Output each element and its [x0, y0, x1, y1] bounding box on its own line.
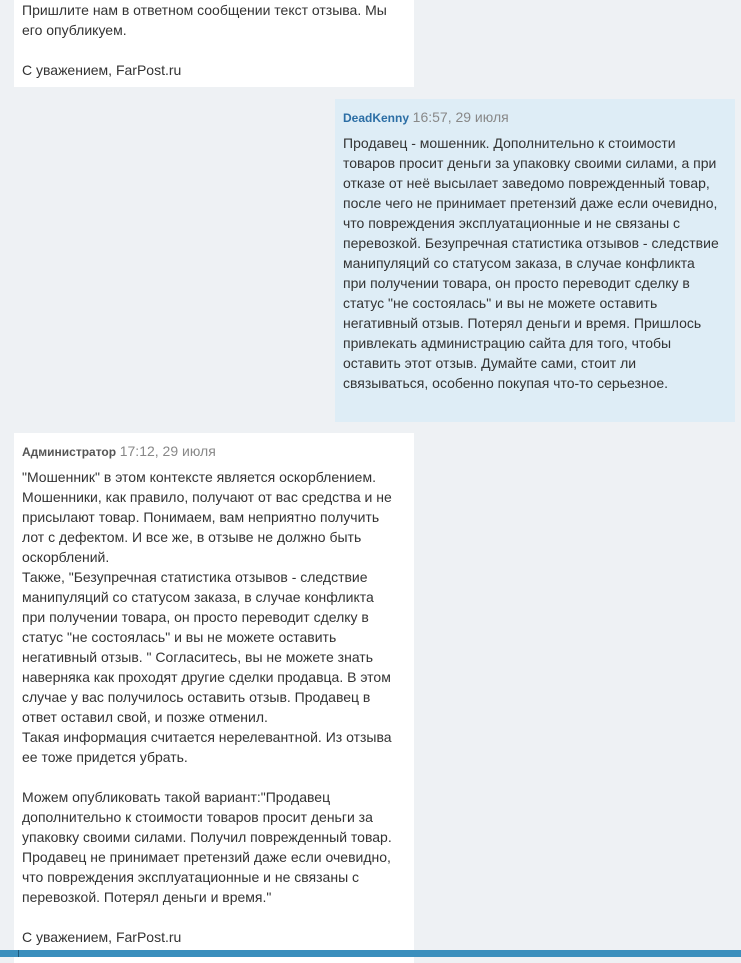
- message-line: статус "не состоялась" и вы не можете оставить: [343, 295, 658, 311]
- message-line: перевозкой. Потерял деньги и время.": [22, 889, 272, 905]
- message-line: оставить этот отзыв. Думайте сами, стоит ли: [343, 355, 637, 371]
- message-line: Такая информация считается нерелевантной. Из отзыва: [22, 729, 392, 745]
- message-line: при получении товара, он просто переводит сделку в: [343, 275, 690, 291]
- message-line: упаковку своими силами. Получил поврежденный товар.: [22, 829, 392, 845]
- message-line: оскорблений.: [22, 549, 110, 565]
- message-line: товаров просит деньги за упаковку своими силами, а при: [343, 155, 717, 171]
- message-line: после чего не принимает претензий даже если очевидно,: [343, 195, 718, 211]
- message-line: манипуляций со статусом заказа, в случае конфликта: [343, 255, 695, 271]
- bottom-bar-divider: [18, 950, 19, 957]
- message-line: [22, 907, 414, 927]
- bottom-bar: [0, 950, 741, 957]
- message-body: [22, 0, 412, 80]
- message-line: негативный отзыв. Потерял деньги и время. Пришлось: [343, 315, 702, 331]
- author-name: Администратор: [22, 445, 117, 459]
- message-line: манипуляций со статусом заказа, в случае конфликта: [22, 589, 374, 605]
- message-time: 16:57, 29 июля: [412, 109, 509, 125]
- message-line: Продавец не принимает претензий даже если очевидно,: [22, 849, 391, 865]
- message-time: 17:12, 29 июля: [119, 443, 216, 459]
- message-line: перевозкой. Безупречная статистика отзывов - следствие: [343, 235, 719, 251]
- message-admin: [14, 433, 414, 963]
- message-meta: [22, 443, 216, 459]
- message-line: присылают товар. Понимаем, вам неприятно получить: [22, 509, 380, 525]
- message-line: "Мошенник" в этом контексте является оскорблением.: [22, 469, 376, 485]
- message-line: Продавец - мошенник. Дополнительно к стоимости: [343, 135, 676, 151]
- message-line: что повреждения эксплуатационные и не связаны с: [343, 215, 681, 231]
- message-line: ответ оставил свой, и позже отменил.: [22, 709, 268, 725]
- message-line: С уважением, FarPost.ru: [22, 929, 182, 945]
- message-body: [22, 467, 414, 947]
- message-line: статус "не состоялась" и вы не можете оставить: [22, 629, 337, 645]
- message-admin-previous: [14, 0, 414, 87]
- message-line: связываться, особенно покупая что-то серьезное.: [343, 375, 669, 391]
- message-line: привлекать администрацию сайта для того, чтобы: [343, 335, 672, 351]
- message-line: С уважением, FarPost.ru: [22, 62, 182, 78]
- message-line: ее тоже придется убрать.: [22, 749, 188, 765]
- message-line: наверняка как проходят другие сделки продавца. В этом: [22, 669, 391, 685]
- message-meta: [343, 109, 509, 125]
- message-line: Пришлите нам в ответном сообщении текст отзыва. Мы: [22, 2, 387, 18]
- message-line: лот с дефектом. И все же, в отзыве не должно быть: [22, 529, 362, 545]
- message-line: случае у вас получилось оставить отзыв. Продавец в: [22, 689, 371, 705]
- author-name[interactable]: DeadKenny: [343, 111, 410, 125]
- message-body: [343, 133, 735, 393]
- message-user: [335, 99, 735, 422]
- message-line: Также, "Безупречная статистика отзывов - следствие: [22, 569, 368, 585]
- message-line: Мошенники, как правило, получают от вас средства и не: [22, 489, 392, 505]
- message-line: что повреждения эксплуатационные и не связаны с: [22, 869, 360, 885]
- message-line: отказе от неё высылает заведомо поврежденный товар,: [343, 175, 710, 191]
- message-line: его опубликуем.: [22, 22, 127, 38]
- message-line: [22, 40, 412, 60]
- message-line: Можем опубликовать такой вариант:"Продавец: [22, 789, 331, 805]
- message-line: [22, 767, 414, 787]
- message-line: при получении товара, он просто переводит сделку в: [22, 609, 369, 625]
- message-line: негативный отзыв. " Согласитесь, вы не можете знать: [22, 649, 374, 665]
- message-line: дополнительно к стоимости товаров просит деньги за: [22, 809, 373, 825]
